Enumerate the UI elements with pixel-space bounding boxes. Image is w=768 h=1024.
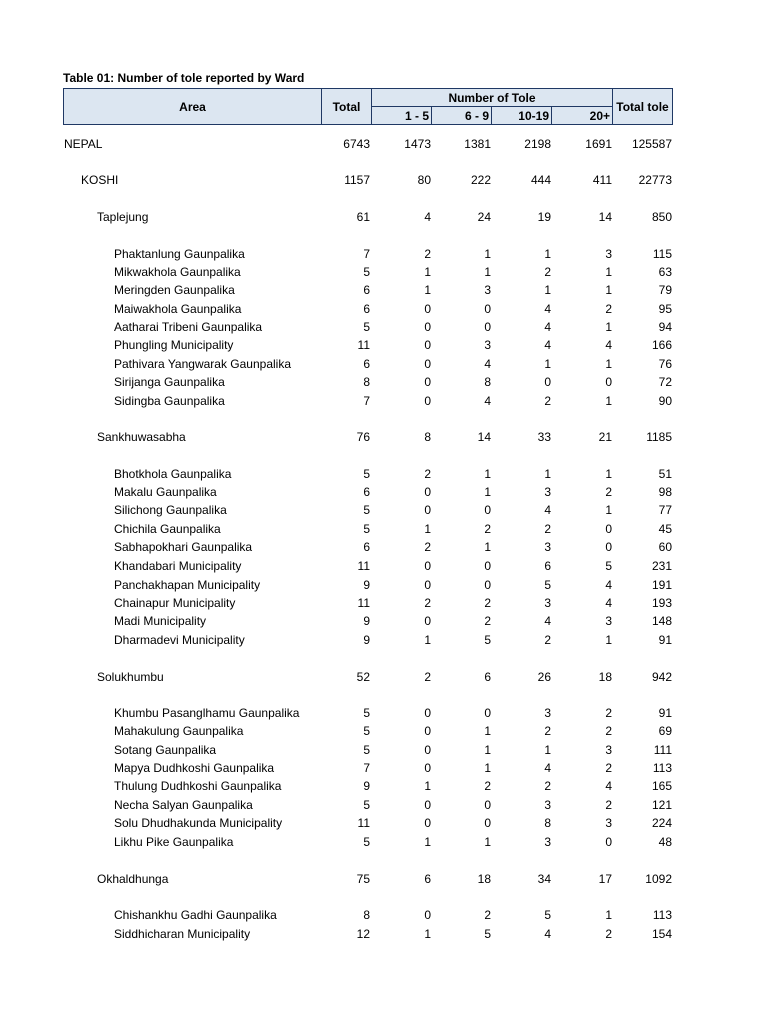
cell-20-plus: 0	[605, 835, 612, 849]
cell-20-plus: 1	[605, 503, 612, 517]
cell-1-5: 1	[424, 283, 431, 297]
cell-20-plus: 18	[598, 670, 612, 684]
cell-10-19: 1	[544, 247, 551, 261]
cell-total: 7	[363, 247, 370, 261]
cell-1-5: 0	[424, 357, 431, 371]
cell-total: 75	[356, 872, 370, 886]
cell-area: Silichong Gaunpalika	[114, 503, 227, 517]
cell-6-9: 1	[484, 540, 491, 554]
cell-total-tole: 1185	[646, 430, 672, 444]
cell-20-plus: 4	[605, 578, 612, 592]
cell-total: 6	[363, 485, 370, 499]
cell-20-plus: 1	[605, 320, 612, 334]
table-header	[63, 88, 673, 125]
cell-total-tole: 166	[651, 338, 672, 352]
cell-total: 7	[363, 394, 370, 408]
cell-10-19: 1	[544, 357, 551, 371]
table-row	[0, 704, 768, 722]
table-row	[0, 833, 768, 851]
cell-1-5: 0	[424, 724, 431, 738]
cell-10-19: 3	[544, 798, 551, 812]
cell-1-5: 0	[424, 798, 431, 812]
cell-10-19: 3	[544, 835, 551, 849]
table-row	[0, 263, 768, 281]
header-1-5: 1 - 5	[371, 106, 432, 125]
cell-total-tole: 45	[658, 522, 672, 536]
cell-1-5: 2	[424, 596, 431, 610]
table-row	[0, 336, 768, 354]
cell-6-9: 1	[484, 265, 491, 279]
cell-10-19: 5	[544, 908, 551, 922]
table-title: Table 01: Number of tole reported by Ward	[63, 71, 305, 85]
cell-total: 5	[363, 320, 370, 334]
cell-total: 11	[357, 816, 370, 830]
cell-area: Taplejung	[97, 210, 149, 224]
cell-total: 11	[357, 338, 370, 352]
cell-6-9: 0	[484, 559, 491, 573]
cell-area: Phaktanlung Gaunpalika	[114, 247, 245, 261]
cell-total-tole: 63	[658, 265, 672, 279]
cell-10-19: 1	[544, 743, 551, 757]
cell-area: Chichila Gaunpalika	[114, 522, 221, 536]
cell-area: Khandabari Municipality	[114, 559, 242, 573]
cell-20-plus: 1691	[585, 137, 612, 151]
table-row	[0, 281, 768, 299]
cell-20-plus: 4	[605, 779, 612, 793]
cell-6-9: 0	[484, 578, 491, 592]
cell-10-19: 2	[544, 779, 551, 793]
table-row	[0, 483, 768, 501]
table-row	[0, 557, 768, 575]
cell-total-tole: 191	[651, 578, 672, 592]
cell-total: 5	[363, 798, 370, 812]
cell-10-19: 3	[544, 485, 551, 499]
cell-10-19: 0	[544, 375, 551, 389]
cell-10-19: 4	[544, 761, 551, 775]
cell-6-9: 24	[477, 210, 491, 224]
cell-area: Okhaldhunga	[97, 872, 169, 886]
cell-total-tole: 224	[651, 816, 672, 830]
table-row	[0, 465, 768, 483]
cell-1-5: 2	[424, 467, 431, 481]
cell-area: Dharmadevi Municipality	[114, 633, 245, 647]
cell-area: Siddhicharan Municipality	[114, 927, 251, 941]
cell-area: Phungling Municipality	[114, 338, 234, 352]
cell-20-plus: 2	[605, 724, 612, 738]
table-row	[0, 318, 768, 336]
cell-20-plus: 3	[605, 743, 612, 757]
cell-1-5: 8	[424, 430, 431, 444]
cell-area: KOSHI	[81, 173, 119, 187]
cell-total-tole: 69	[658, 724, 672, 738]
table-row	[0, 428, 768, 446]
cell-total: 76	[356, 430, 370, 444]
cell-1-5: 1	[424, 927, 431, 941]
cell-total-tole: 113	[652, 761, 672, 775]
cell-20-plus: 1	[605, 467, 612, 481]
cell-total: 61	[356, 210, 370, 224]
cell-area: Sotang Gaunpalika	[114, 743, 217, 757]
cell-6-9: 0	[484, 798, 491, 812]
cell-1-5: 1473	[404, 137, 431, 151]
cell-20-plus: 17	[598, 872, 612, 886]
table-row	[0, 576, 768, 594]
cell-1-5: 0	[424, 375, 431, 389]
cell-10-19: 2	[544, 394, 551, 408]
cell-total: 11	[357, 559, 370, 573]
cell-6-9: 14	[477, 430, 491, 444]
cell-1-5: 0	[424, 559, 431, 573]
cell-6-9: 6	[484, 670, 491, 684]
cell-area: Sabhapokhari Gaunpalika	[114, 540, 253, 554]
cell-20-plus: 3	[605, 247, 612, 261]
table-row	[0, 373, 768, 391]
cell-total: 8	[363, 908, 370, 922]
cell-6-9: 222	[470, 173, 491, 187]
cell-area: Thulung Dudhkoshi Gaunpalika	[114, 779, 282, 793]
cell-total: 12	[356, 927, 370, 941]
cell-10-19: 26	[537, 670, 551, 684]
cell-6-9: 0	[484, 503, 491, 517]
table-row	[0, 501, 768, 519]
cell-area: Sirijanga Gaunpalika	[114, 375, 225, 389]
cell-10-19: 4	[544, 614, 551, 628]
cell-1-5: 0	[424, 614, 431, 628]
cell-total: 8	[363, 375, 370, 389]
cell-10-19: 3	[544, 706, 551, 720]
cell-10-19: 8	[544, 816, 551, 830]
cell-10-19: 2	[544, 724, 551, 738]
cell-area: Panchakhapan Municipality	[114, 578, 261, 592]
cell-10-19: 1	[544, 283, 551, 297]
cell-total-tole: 76	[658, 357, 672, 371]
cell-total-tole: 91	[658, 706, 672, 720]
cell-total: 11	[357, 596, 370, 610]
cell-6-9: 3	[484, 338, 491, 352]
cell-total: 52	[356, 670, 370, 684]
cell-6-9: 1	[484, 761, 491, 775]
cell-1-5: 0	[424, 503, 431, 517]
cell-area: Mahakulung Gaunpalika	[114, 724, 244, 738]
cell-10-19: 4	[544, 320, 551, 334]
table-row	[0, 722, 768, 740]
cell-6-9: 4	[484, 394, 491, 408]
cell-1-5: 1	[424, 835, 431, 849]
cell-total: 9	[363, 614, 370, 628]
table-row	[0, 741, 768, 759]
header-total: Total	[321, 88, 372, 125]
cell-total: 6	[363, 283, 370, 297]
cell-6-9: 0	[484, 706, 491, 720]
cell-1-5: 0	[424, 485, 431, 499]
cell-area: Khumbu Pasanglhamu Gaunpalika	[114, 706, 300, 720]
cell-6-9: 1	[484, 247, 491, 261]
cell-total-tole: 94	[658, 320, 672, 334]
cell-area: Madi Municipality	[114, 614, 207, 628]
cell-20-plus: 2	[605, 302, 612, 316]
cell-10-19: 5	[544, 578, 551, 592]
cell-20-plus: 4	[605, 338, 612, 352]
cell-6-9: 3	[484, 283, 491, 297]
cell-10-19: 2	[544, 633, 551, 647]
table-row	[0, 135, 768, 153]
cell-area: Solukhumbu	[97, 670, 164, 684]
cell-total-tole: 90	[658, 394, 672, 408]
table-row	[0, 392, 768, 410]
cell-total-tole: 148	[651, 614, 672, 628]
cell-total: 9	[363, 633, 370, 647]
cell-1-5: 2	[424, 670, 431, 684]
cell-20-plus: 1	[605, 265, 612, 279]
cell-1-5: 0	[424, 338, 431, 352]
cell-area: Meringden Gaunpalika	[114, 283, 235, 297]
cell-6-9: 2	[484, 779, 491, 793]
header-total-tole: Total tole	[612, 88, 673, 125]
table-row	[0, 777, 768, 795]
cell-total-tole: 79	[658, 283, 672, 297]
cell-6-9: 0	[484, 320, 491, 334]
cell-20-plus: 0	[605, 375, 612, 389]
cell-20-plus: 3	[605, 614, 612, 628]
table-row	[0, 759, 768, 777]
cell-20-plus: 1	[605, 283, 612, 297]
cell-1-5: 0	[424, 706, 431, 720]
cell-total-tole: 193	[651, 596, 672, 610]
cell-20-plus: 3	[605, 816, 612, 830]
cell-total-tole: 121	[651, 798, 672, 812]
cell-1-5: 0	[424, 743, 431, 757]
cell-total: 5	[363, 724, 370, 738]
cell-total-tole: 125587	[631, 137, 672, 151]
cell-6-9: 5	[484, 927, 491, 941]
cell-20-plus: 0	[605, 522, 612, 536]
cell-1-5: 0	[424, 302, 431, 316]
cell-total: 5	[363, 503, 370, 517]
table-row	[0, 520, 768, 538]
cell-total-tole: 51	[658, 467, 672, 481]
cell-area: Chainapur Municipality	[114, 596, 236, 610]
table-row	[0, 300, 768, 318]
header-20-plus: 20+	[551, 106, 613, 125]
table-row	[0, 870, 768, 888]
cell-total-tole: 22773	[638, 173, 672, 187]
cell-6-9: 2	[484, 908, 491, 922]
cell-area: Necha Salyan Gaunpalika	[114, 798, 253, 812]
cell-total-tole: 1092	[645, 872, 672, 886]
cell-20-plus: 1	[605, 633, 612, 647]
cell-total: 6	[363, 302, 370, 316]
cell-10-19: 6	[544, 559, 551, 573]
cell-20-plus: 411	[592, 173, 612, 187]
cell-20-plus: 1	[605, 908, 612, 922]
cell-area: NEPAL	[64, 137, 103, 151]
cell-20-plus: 2	[605, 761, 612, 775]
cell-area: Aatharai Tribeni Gaunpalika	[114, 320, 263, 334]
header-number-of-tole: Number of Tole	[371, 88, 613, 107]
cell-total-tole: 98	[658, 485, 672, 499]
cell-total: 5	[363, 522, 370, 536]
cell-10-19: 33	[537, 430, 551, 444]
cell-10-19: 1	[544, 467, 551, 481]
table-row	[0, 796, 768, 814]
cell-total-tole: 77	[658, 503, 672, 517]
cell-total-tole: 91	[658, 633, 672, 647]
cell-6-9: 8	[484, 375, 491, 389]
header-6-9: 6 - 9	[431, 106, 492, 125]
cell-6-9: 1	[484, 743, 491, 757]
cell-area: Chishankhu Gadhi Gaunpalika	[114, 908, 277, 922]
cell-area: Maiwakhola Gaunpalika	[114, 302, 242, 316]
cell-6-9: 1	[484, 467, 491, 481]
cell-6-9: 1	[484, 485, 491, 499]
cell-6-9: 18	[477, 872, 491, 886]
table-row	[0, 594, 768, 612]
cell-total: 5	[363, 467, 370, 481]
table-row	[0, 906, 768, 924]
cell-1-5: 1	[424, 522, 431, 536]
table-row	[0, 208, 768, 226]
header-area: Area	[63, 88, 322, 125]
cell-total: 9	[363, 578, 370, 592]
cell-10-19: 3	[544, 596, 551, 610]
cell-area: Sidingba Gaunpalika	[114, 394, 225, 408]
cell-20-plus: 14	[598, 210, 612, 224]
cell-6-9: 5	[484, 633, 491, 647]
cell-total: 6	[363, 357, 370, 371]
cell-20-plus: 5	[605, 559, 612, 573]
cell-6-9: 1381	[464, 137, 491, 151]
cell-total-tole: 60	[658, 540, 672, 554]
table-row	[0, 355, 768, 373]
cell-area: Mapya Dudhkoshi Gaunpalika	[114, 761, 275, 775]
cell-total: 1157	[344, 173, 370, 187]
cell-10-19: 2	[544, 265, 551, 279]
cell-10-19: 4	[544, 927, 551, 941]
cell-10-19: 2198	[524, 137, 551, 151]
table-row	[0, 538, 768, 556]
cell-6-9: 2	[484, 614, 491, 628]
cell-total-tole: 942	[651, 670, 672, 684]
table-row	[0, 612, 768, 630]
cell-20-plus: 0	[605, 540, 612, 554]
cell-total: 7	[363, 761, 370, 775]
cell-20-plus: 1	[605, 357, 612, 371]
cell-1-5: 1	[424, 779, 431, 793]
cell-1-5: 80	[417, 173, 431, 187]
cell-10-19: 444	[530, 173, 551, 187]
cell-total-tole: 165	[651, 779, 672, 793]
cell-1-5: 0	[424, 320, 431, 334]
cell-20-plus: 2	[605, 485, 612, 499]
cell-20-plus: 1	[605, 394, 612, 408]
cell-6-9: 2	[484, 596, 491, 610]
cell-20-plus: 2	[605, 927, 612, 941]
cell-6-9: 4	[484, 357, 491, 371]
cell-1-5: 6	[424, 872, 431, 886]
cell-6-9: 0	[484, 816, 491, 830]
cell-1-5: 0	[424, 761, 431, 775]
cell-10-19: 19	[537, 210, 551, 224]
cell-total-tole: 72	[658, 375, 672, 389]
cell-area: Mikwakhola Gaunpalika	[114, 265, 241, 279]
cell-total-tole: 115	[652, 247, 672, 261]
cell-total: 5	[363, 265, 370, 279]
cell-total: 6743	[343, 137, 370, 151]
cell-20-plus: 21	[598, 430, 612, 444]
cell-6-9: 1	[484, 724, 491, 738]
table-row	[0, 814, 768, 832]
cell-1-5: 1	[424, 633, 431, 647]
cell-total-tole: 850	[651, 210, 672, 224]
cell-1-5: 2	[424, 540, 431, 554]
cell-6-9: 2	[484, 522, 491, 536]
cell-area: Likhu Pike Gaunpalika	[114, 835, 234, 849]
header-10-19: 10-19	[491, 106, 552, 125]
cell-10-19: 4	[544, 503, 551, 517]
cell-total-tole: 231	[651, 559, 672, 573]
cell-6-9: 0	[484, 302, 491, 316]
table-row	[0, 631, 768, 649]
cell-6-9: 1	[484, 835, 491, 849]
cell-area: Bhotkhola Gaunpalika	[114, 467, 232, 481]
cell-total: 5	[363, 706, 370, 720]
cell-total-tole: 111	[653, 743, 672, 757]
cell-total: 6	[363, 540, 370, 554]
cell-1-5: 2	[424, 247, 431, 261]
cell-area: Pathivara Yangwarak Gaunpalika	[114, 357, 291, 371]
table-row	[0, 245, 768, 263]
cell-total-tole: 95	[658, 302, 672, 316]
cell-area: Makalu Gaunpalika	[114, 485, 217, 499]
cell-total-tole: 154	[651, 927, 672, 941]
cell-1-5: 4	[424, 210, 431, 224]
cell-10-19: 34	[537, 872, 551, 886]
cell-1-5: 0	[424, 816, 431, 830]
cell-10-19: 4	[544, 338, 551, 352]
table-row	[0, 925, 768, 943]
cell-1-5: 1	[424, 265, 431, 279]
cell-total-tole: 48	[658, 835, 672, 849]
cell-20-plus: 2	[605, 706, 612, 720]
cell-10-19: 4	[544, 302, 551, 316]
table-row	[0, 171, 768, 189]
cell-20-plus: 4	[605, 596, 612, 610]
cell-total-tole: 113	[652, 908, 672, 922]
cell-1-5: 0	[424, 578, 431, 592]
cell-10-19: 3	[544, 540, 551, 554]
cell-total: 5	[363, 835, 370, 849]
cell-total: 9	[363, 779, 370, 793]
cell-total: 5	[363, 743, 370, 757]
cell-area: Solu Dhudhakunda Municipality	[114, 816, 283, 830]
cell-20-plus: 2	[605, 798, 612, 812]
cell-1-5: 0	[424, 394, 431, 408]
cell-1-5: 0	[424, 908, 431, 922]
cell-10-19: 2	[544, 522, 551, 536]
table-row	[0, 668, 768, 686]
cell-area: Sankhuwasabha	[97, 430, 186, 444]
